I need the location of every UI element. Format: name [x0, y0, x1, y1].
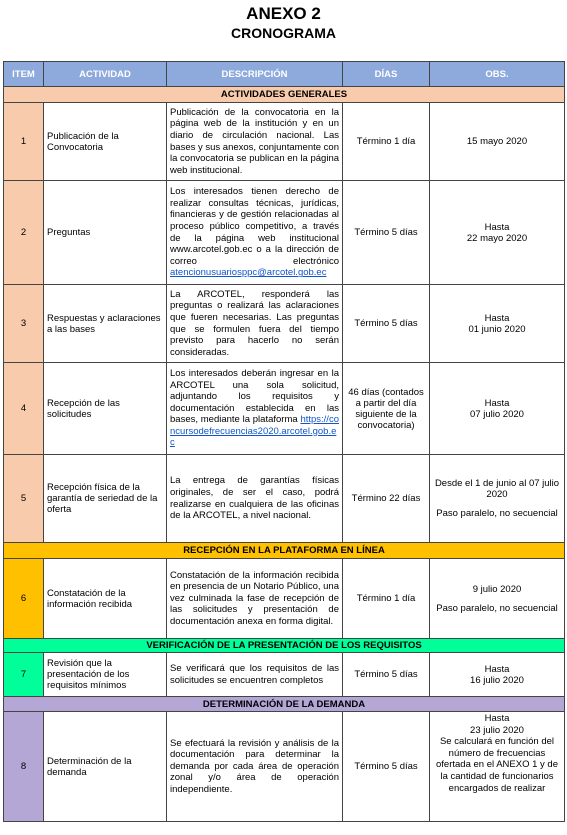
row-obs: [430, 455, 565, 543]
row-description: La ARCOTEL, responderá las preguntas o realizará las aclaraciones que fueren necesarias. Las preguntas que se formulen fuera del tiempo previsto para hacerlo no serán consideradas.: [167, 285, 343, 363]
row-description: Constatación de la información recibida en presencia de un Notario Público, una vez culminada la fase de recepción de las solicitudes y presentación de documentación anexa en forma digital.: [167, 559, 343, 639]
row-item-number: 1: [4, 103, 44, 181]
platform-link[interactable]: https://concursodefrecuencias2020.arcotel.gob.ec: [170, 414, 339, 449]
section-title-platform: RECEPCIÓN EN LA PLATAFORMA EN LÍNEA: [4, 543, 565, 559]
row-obs: [430, 285, 565, 363]
schedule-table: [3, 61, 565, 822]
row-activity: Revisión que la presentación de los requisitos mínimos: [44, 653, 167, 697]
row-item-number: 4: [4, 363, 44, 455]
annex-subtitle: CRONOGRAMA: [231, 25, 336, 41]
col-header-activity: ACTIVIDAD: [44, 62, 167, 87]
table-row: [4, 103, 565, 181]
row-obs-line2: Paso paralelo, no secuencial: [436, 508, 558, 519]
row-days: 46 días (contados a partir del día siguiente de la convocatoria): [343, 363, 430, 455]
row-description-text: Los interesados deberán ingresar en la ARCOTEL una sola solicitud, adjuntando los requisitos y documentación establecida en las bases, mediante la plataforma: [170, 367, 339, 426]
col-header-days: DÍAS: [343, 62, 430, 87]
row-days: Término 22 días: [343, 455, 430, 543]
row-activity: Recepción física de la garantía de seriedad de la oferta: [44, 455, 167, 543]
row-obs-line1: Hasta: [484, 713, 510, 724]
row-item-number: 2: [4, 181, 44, 285]
col-header-description: DESCRIPCIÓN: [167, 62, 343, 87]
row-obs-line2: 01 junio 2020: [468, 323, 526, 335]
section-row-verification: [4, 639, 565, 653]
row-description-text: Los interesados tienen derecho de realizar consultas técnicas, jurídicas, financieras y de gestión relacionadas al proceso público competitivo, a través de la página web institucional www.arcotel.gob.ec o a la dirección de correo electrónico: [170, 186, 339, 267]
table-row: [4, 712, 565, 822]
row-obs: [430, 653, 565, 697]
table-row: [4, 363, 565, 455]
row-activity: Constatación de la información recibida: [44, 559, 167, 639]
table-row: [4, 455, 565, 543]
row-obs: [430, 181, 565, 285]
row-obs-line2: 16 julio 2020: [470, 674, 524, 686]
table-row: [4, 285, 565, 363]
row-days: Término 5 días: [343, 712, 430, 822]
row-description: La entrega de garantías físicas originales, de ser el caso, podrá realizarse en cualquiera de las oficinas de la ARCOTEL, a nivel nacional.: [167, 455, 343, 543]
row-obs: [430, 559, 565, 639]
section-row-general: [4, 87, 565, 103]
row-obs-line1: Desde el 1 de junio al 07 julio 2020: [434, 478, 560, 500]
row-obs-line1: Hasta: [484, 312, 510, 324]
row-description: Se verificará que los requisitos de las solicitudes se encuentren completos: [167, 653, 343, 697]
row-obs-line1: 9 julio 2020: [472, 583, 522, 595]
col-header-item: ITEM: [4, 62, 44, 87]
row-obs-line2: 23 julio 2020: [470, 724, 524, 736]
table-row: [4, 559, 565, 639]
table-row: [4, 653, 565, 697]
row-item-number: 3: [4, 285, 44, 363]
row-activity: Publicación de la Convocatoria: [44, 103, 167, 181]
row-days: Término 5 días: [343, 285, 430, 363]
row-item-number: 7: [4, 653, 44, 697]
section-title-verification: VERIFICACIÓN DE LA PRESENTACIÓN DE LOS REQUISITOS: [4, 639, 565, 653]
section-row-platform: [4, 543, 565, 559]
row-obs-line3: Se calculará en función del número de frecuencias ofertada en el ANEXO 1 y de la cantidad de funcionarios encargados de realizar: [436, 736, 558, 794]
row-obs: [430, 712, 565, 822]
annex-title: ANEXO 2: [246, 4, 321, 23]
row-days: Término 5 días: [343, 181, 430, 285]
row-activity: Recepción de las solicitudes: [44, 363, 167, 455]
section-title-demand: DETERMINACIÓN DE LA DEMANDA: [4, 697, 565, 712]
row-obs-line2: 07 julio 2020: [470, 408, 524, 420]
row-description: [167, 181, 343, 285]
row-obs-line1: Hasta: [484, 221, 510, 233]
row-obs-line2: Paso paralelo, no secuencial: [436, 602, 558, 614]
table-header-row: [4, 62, 565, 87]
row-activity: Preguntas: [44, 181, 167, 285]
row-obs-line1: Hasta: [484, 663, 510, 675]
row-days: Término 1 día: [343, 559, 430, 639]
section-row-demand: [4, 697, 565, 712]
row-activity: Respuestas y aclaraciones a las bases: [44, 285, 167, 363]
row-activity: Determinación de la demanda: [44, 712, 167, 822]
table-row: [4, 181, 565, 285]
email-link[interactable]: atencionusuariosppc@arcotel.gob.ec: [170, 267, 327, 279]
row-obs: 15 mayo 2020: [430, 103, 565, 181]
row-description: Publicación de la convocatoria en la página web de la institución y en un diario de circulación nacional. Las bases y sus anexos, conjuntamente con la convocatoria se publican en la página web institucional.: [167, 103, 343, 181]
row-description: Se efectuará la revisión y análisis de la documentación para determinar la demanda por cada área de operación zonal y/o área de operación independiente.: [167, 712, 343, 822]
row-item-number: 6: [4, 559, 44, 639]
row-item-number: 8: [4, 712, 44, 822]
row-days: Término 5 días: [343, 653, 430, 697]
row-days: Término 1 día: [343, 103, 430, 181]
col-header-obs: OBS.: [430, 62, 565, 87]
row-description: [167, 363, 343, 455]
row-obs-line2: 22 mayo 2020: [466, 232, 528, 244]
row-obs-line1: Hasta: [484, 397, 510, 409]
section-title-general: ACTIVIDADES GENERALES: [4, 87, 565, 103]
row-obs: [430, 363, 565, 455]
row-item-number: 5: [4, 455, 44, 543]
